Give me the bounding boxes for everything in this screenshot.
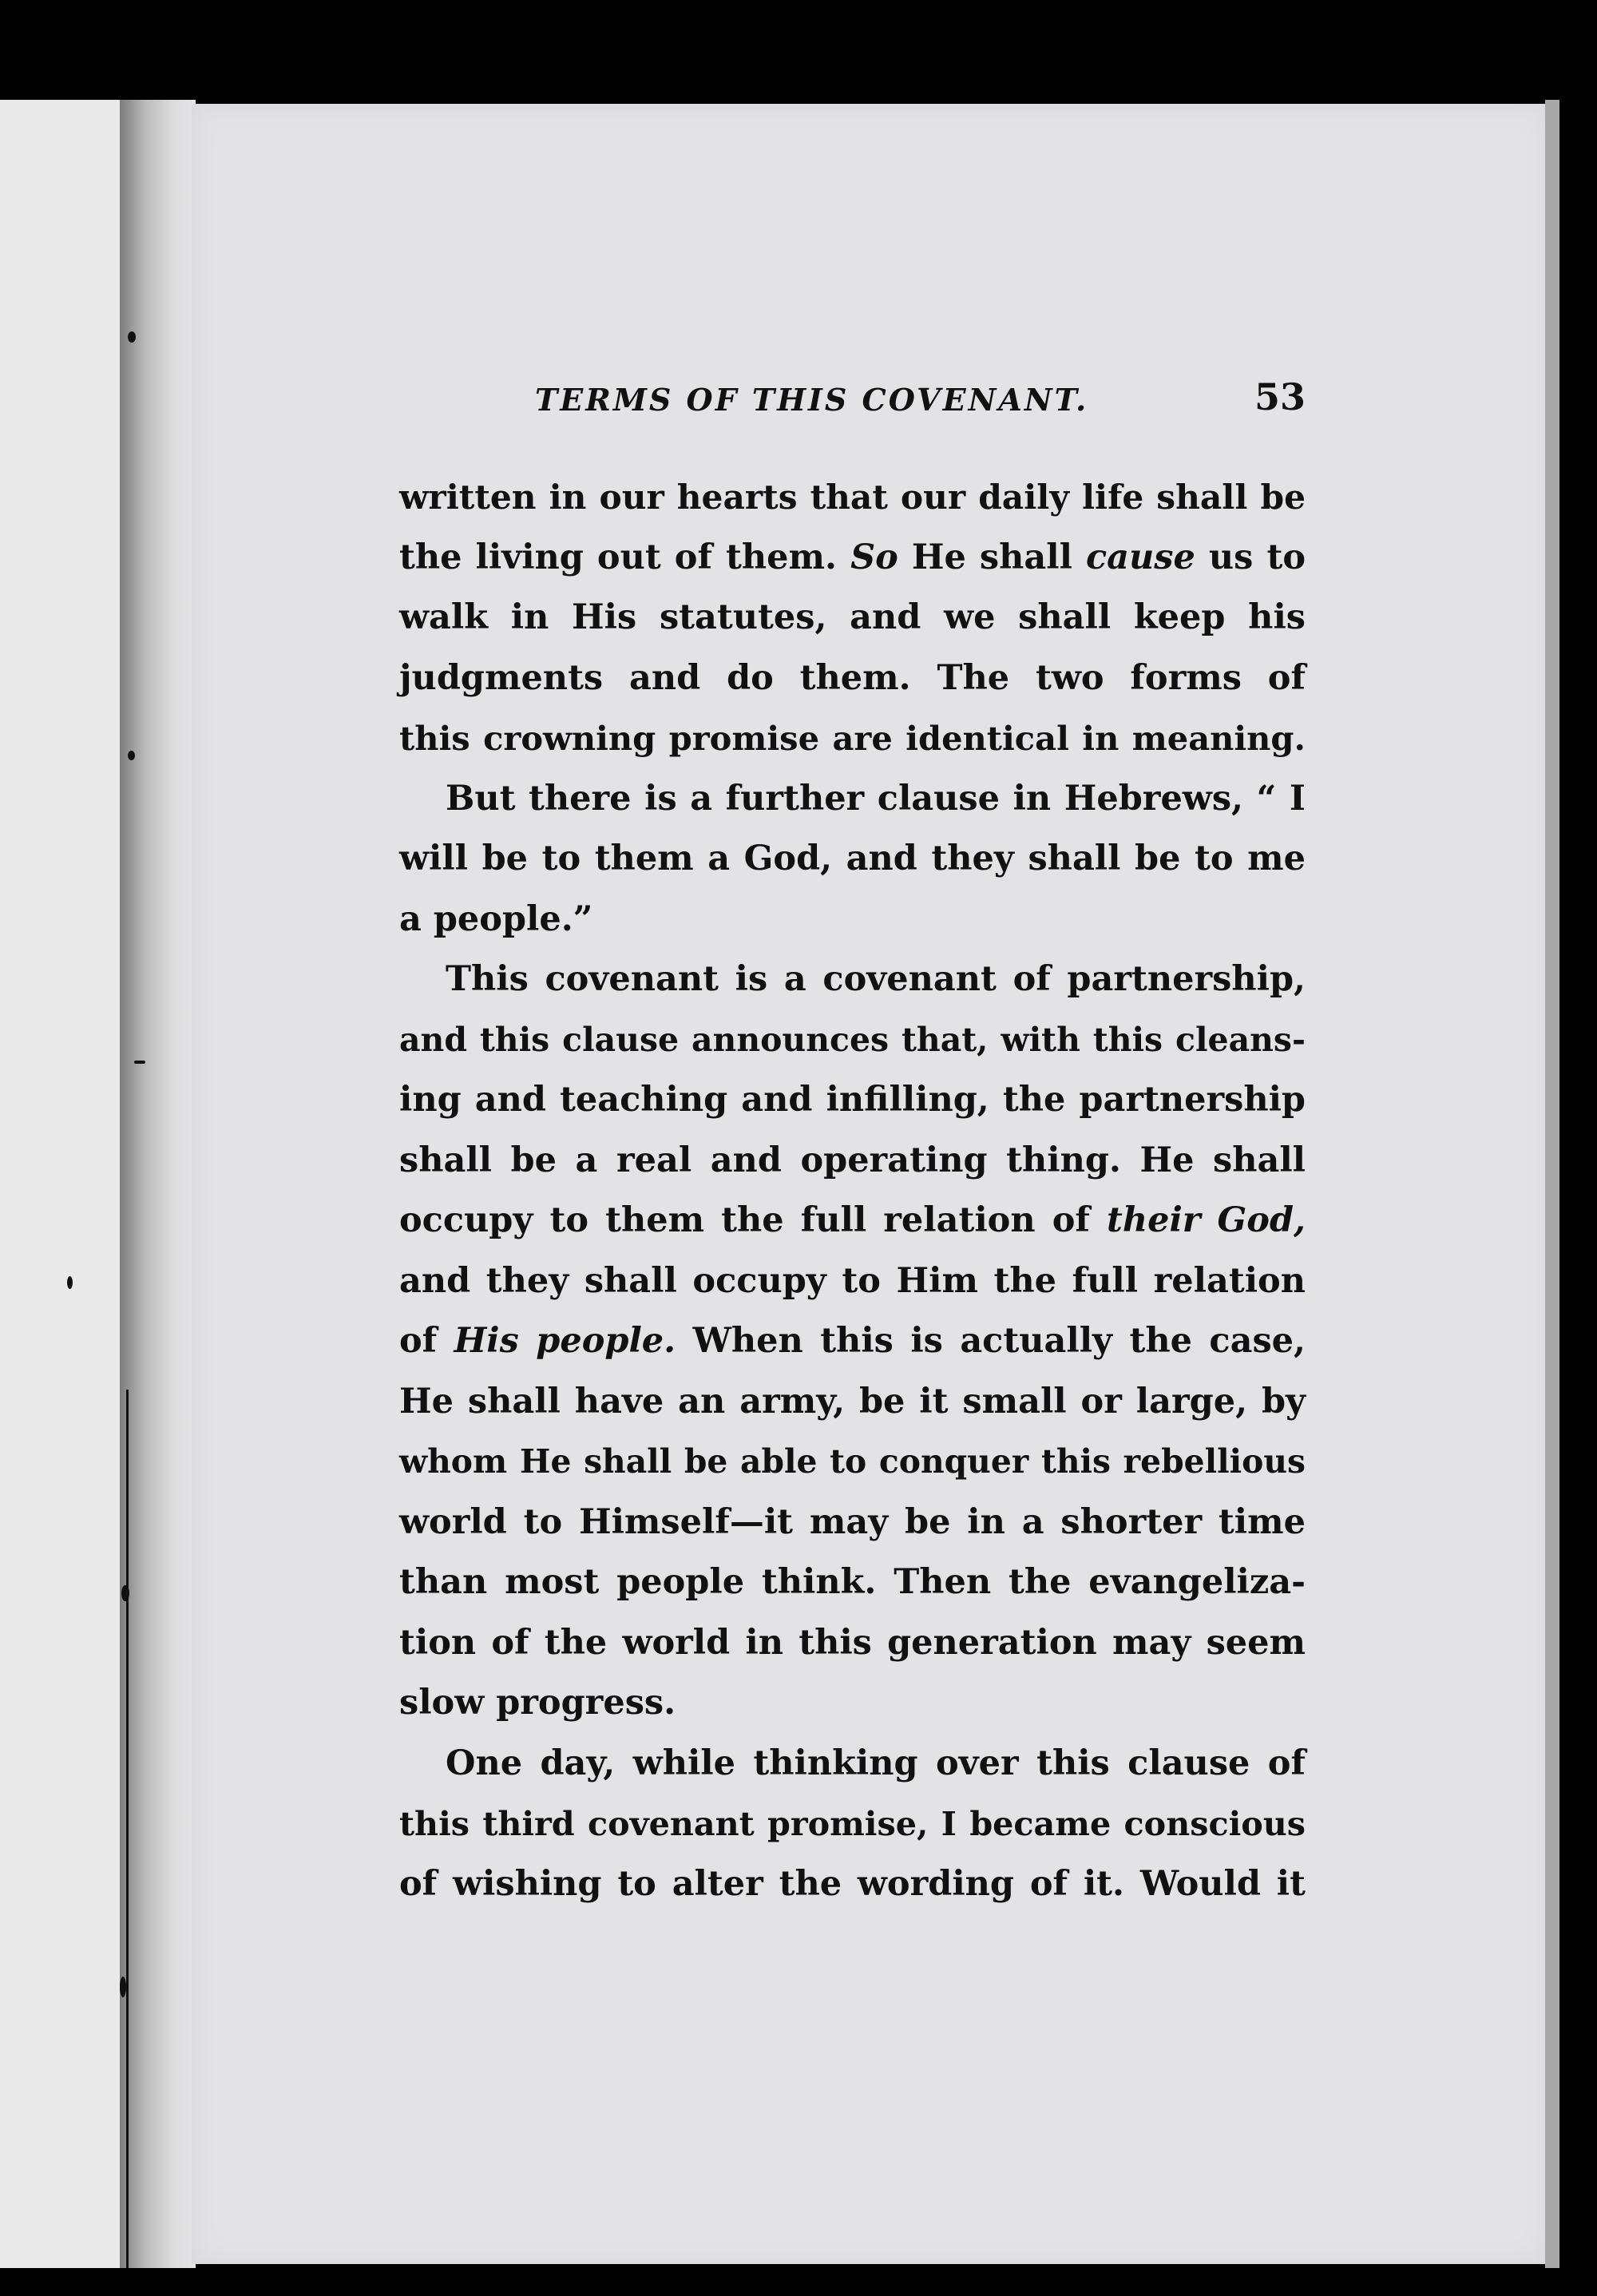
margin-speck [121,1585,129,1601]
text-line: walk in His statutes, and we shall keep his [399,597,1306,637]
scan-background-top [0,0,1597,100]
italic-run: cause [1085,537,1195,577]
text-line: whom He shall be able to conquer this rebellious [399,1442,1306,1481]
paragraph [399,467,1306,769]
text-run: of [399,1321,454,1361]
text-line: than most people think. Then the evangeliza- [399,1562,1306,1602]
text-line: and they shall occupy to Him the full relation [399,1260,1306,1301]
scan-background-bottom [0,2268,1597,2296]
text-line: this third covenant promise, I became conscious [399,1804,1306,1843]
text-line: judgments and do them. The two forms of [399,657,1306,698]
text-line: of wishing to alter the wording of it. Would it [399,1863,1306,1904]
text-run: He shall [898,537,1086,577]
text-line: world to Himself—it may be in a shorter time [399,1501,1306,1542]
text-line: a people.” [399,898,593,939]
text-line: written in our hearts that our daily life shall be [399,477,1306,517]
text-line: this crowning promise are identical in meaning. [399,719,1306,758]
margin-speck [120,1977,126,1997]
text-line [399,1191,1306,1251]
paragraph [399,950,1306,1734]
paragraph [399,769,1306,950]
running-header [399,375,1306,431]
text-line: One day, while thinking over this clause of [446,1743,1306,1783]
margin-speck [134,1061,145,1064]
running-title: TERMS OF THIS COVENANT. [535,382,1089,418]
text-run: us to [1195,537,1306,577]
page-right-edge [1545,100,1559,2272]
text-line: shall be a real and operating thing. He shall [399,1140,1306,1180]
italic-run: His people. [454,1321,676,1361]
text-line: But there is a further clause in Hebrews, “ I [446,778,1306,819]
page-number: 53 [1254,375,1306,418]
text-line: He shall have an army, be it small or large, by [399,1381,1306,1422]
margin-speck [67,1276,73,1289]
margin-speck [128,331,136,343]
text-run: When this is actually the case, [676,1321,1306,1361]
text-line: slow progress. [399,1683,676,1723]
paragraph [399,1734,1306,1915]
text-run: occupy to them the full relation of [399,1200,1107,1240]
text-line: and this clause announces that, with this cleans- [399,1020,1306,1059]
text-line: tion of the world in this generation may seem [399,1622,1306,1663]
text-line: will be to them a God, and they shall be to me [399,839,1306,878]
book-spine-shadow [120,100,196,2272]
text-line: ing and teaching and infilling, the partnership [399,1080,1306,1120]
text-line [399,1311,1306,1372]
body-text [399,467,1306,1914]
text-line: This covenant is a covenant of partnership, [446,959,1306,999]
facing-page-edge [0,100,128,2272]
text-run: the living out of them. [399,537,851,577]
spine-crease [126,1390,129,2268]
text-line [399,528,1306,589]
italic-run: their God, [1106,1200,1306,1240]
italic-run: So [850,537,898,577]
margin-speck [128,751,135,760]
